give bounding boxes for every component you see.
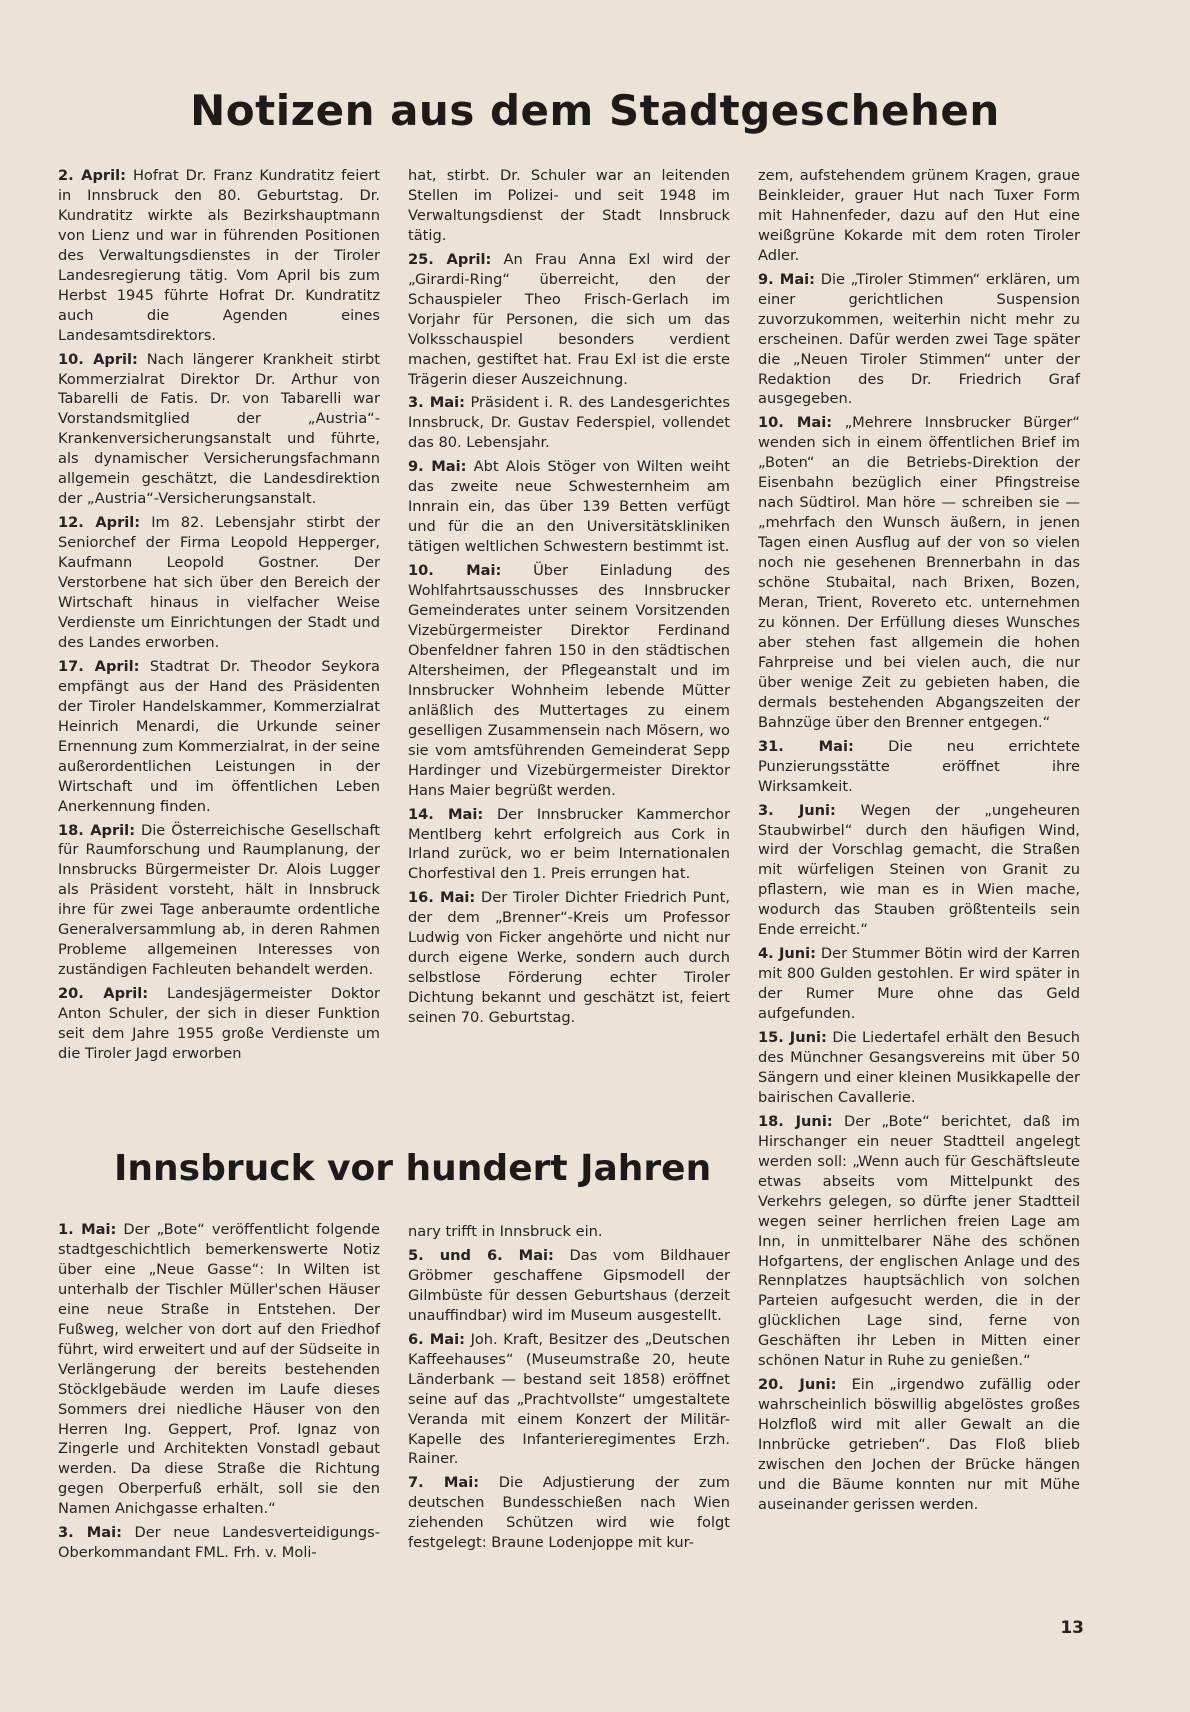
entry-date: 31. Mai:	[758, 737, 854, 755]
entry-date: 14. Mai:	[408, 805, 484, 823]
entry-text: hat, stirbt. Dr. Schuler war an leitenden Stellen im Polizei- und seit 1948 im Verwaltungsdienst der Stadt Innsbruck tätig.	[408, 167, 730, 244]
entry-text: Die Österreichische Gesellschaft für Raumforschung und Raumplanung, der Innsbrucks Bürgermeister Dr. Alois Lugger als Präsident vorsteht, hält in Innsbruck ihre für zwei Tage anberaumte ordentliche Generalversammlung ab, in deren Rahmen Probleme allgemeinen Interesses von zuständigen Fachleuten behandelt werden.	[58, 821, 380, 979]
entry-text: Die „Tiroler Stimmen“ erklären, um einer gerichtlichen Suspension zuvorzukommen, weiterhin nicht mehr zu erscheinen. Dafür werden zwei Tage später die „Neuen Tiroler Stimmen“ unter der Redaktion des Dr. Friedrich Graf ausgegeben.	[758, 270, 1080, 408]
entry-text: Der „Bote“ veröffentlicht folgende stadtgeschichtlich bemerkenswerte Notiz über eine „Neue Gasse“: In Wilten ist unterhalb der Tischler Müller'schen Häuser eine neue Straße in Entstehen. Der Fußweg, welcher von dort auf den Friedhof führt, wird erweitert und auf der Südseite in Verlängerung der bereits bestehenden Stöcklgebäude werden im Laufe dieses Sommers drei niedliche Häuser von den Herren Ing. Geppert, Prof. Ignaz von Zingerle und Architekten Vonstadl gebaut werden. Da diese Straße die Richtung gegen Oberperfuß erhält, soll sie den Namen Anichgasse erhalten.“	[58, 1221, 380, 1518]
entry-date: 17. April:	[58, 657, 140, 675]
entry-date: 10. Mai:	[408, 562, 502, 580]
entry-paragraph	[58, 1220, 380, 1519]
entry-text: Der „Bote“ berichtet, daß im Hirschanger ein neuer Stadtteil angelegt werden soll: „Wenn auch für Geschäftsleute etwas abseits vom Mittelpunkt des Verkehrs gelegen, so dürfte jener Stadtteil wegen seiner herrlichen freien Lage am Inn, in unmittelbarer Nähe des schönen Hofgartens, der englischen Anlage und des Rennplatzes hauptsächlich von solchen Parteien aufgesucht werden, die in der glücklichen Lage sind, ferne von Geschäften ihr Leben in Mitten einer schönen Natur in Ruhe zu genießen.“	[758, 1112, 1080, 1370]
entry-paragraph	[758, 166, 1080, 266]
entry-text: An Frau Anna Exl wird der „Girardi-Ring“ überreicht, den der Schauspieler Theo Frisch-Gerlach im Vorjahr für Personen, die sich um das Volksschauspiel besonders verdient machen, gestiftet hat. Frau Exl ist die erste Trägerin dieser Auszeichnung.	[408, 250, 731, 388]
entry-text: Der Innsbrucker Kammerchor Mentlberg kehrt erfolgreich aus Cork in Irland zurück, wo er beim Internationalen Chorfestival den 1. Preis errungen hat.	[408, 805, 730, 883]
entry-text: „Mehrere Innsbrucker Bürger“ wenden sich in einem öffentlichen Brief im „Boten“ an die Betriebs-Direktion der Eisenbahn bezüglich einer Pfingstreise nach Südtirol. Man höre — schreiben sie — „mehrfach den Wunsch äußern, in jenen Tagen einen Ausflug auf der von so vielen noch nie gesehenen Brennerbahn in das schöne Stubaital, nach Brixen, Bozen, Meran, Trient, Rovereto etc. unternehmen zu können. Der Erfüllung dieses Wunsches aber stehen fast allgemein die hohen Fahrpreise und bei vielen auch, die nur über wenige Zeit zu gebieten haben, die dermals bestehenden Abgangszeiten der Bahnzüge über den Brenner entgegen.“	[758, 414, 1080, 731]
entry-paragraph	[758, 801, 1080, 941]
entry-paragraph	[58, 1523, 380, 1563]
hundert-column-2	[408, 1222, 730, 1557]
entry-text: Die Liedertafel erhält den Besuch des Münchner Gesangsvereins mit über 50 Sängern und einer kleinen Musikkapelle der bairischen Cavallerie.	[758, 1029, 1081, 1106]
entry-date: 10. Mai:	[758, 414, 833, 432]
entry-text: Ein „irgendwo zufällig oder wahrscheinlich böswillig abgelöstes großes Holzfloß wird mit aller Gewalt an die Innbrücke getrieben“. Das Floß blieb zwischen den Jochen der Brücke hängen und die Bäume konnten nur mit Mühe auseinander gerissen werden.	[758, 1376, 1081, 1513]
entry-text: Das vom Bildhauer Gröbmer geschaffene Gipsmodell der Gilmbüste für dessen Geburtshaus (derzeit unauffindbar) wird im Museum ausgestellt.	[408, 1246, 730, 1324]
entry-paragraph	[408, 250, 730, 390]
entry-paragraph	[58, 657, 380, 817]
entry-text: nary trifft in Innsbruck ein.	[408, 1223, 603, 1240]
entry-paragraph	[58, 166, 380, 346]
entry-date: 10. April:	[58, 350, 138, 368]
entry-date: 3. Juni:	[758, 801, 836, 819]
entry-text: Der Stummer Bötin wird der Karren mit 800 Gulden gestohlen. Er wird später in der Rumer Mure ohne das Geld aufgefunden.	[758, 945, 1081, 1023]
entry-paragraph	[758, 1028, 1080, 1108]
page-title: Notizen aus dem Stadtgeschehen	[190, 86, 1000, 135]
entry-paragraph	[58, 513, 380, 653]
entry-paragraph	[58, 350, 380, 510]
entry-date: 16. Mai:	[408, 889, 476, 907]
entry-paragraph	[758, 413, 1080, 732]
entry-text: Stadtrat Dr. Theodor Seykora empfängt aus der Hand des Präsidenten der Tiroler Handelskammer, Kommerzialrat Heinrich Menardi, die Urkunde seiner Ernennung zum Kommerzialrat, in der seine außerordentlichen Leistungen in der Wirtschaft und im öffentlichen Leben Anerkennung finden.	[58, 657, 380, 815]
entry-date: 20. Juni:	[758, 1376, 837, 1394]
entry-date: 5. und 6. Mai:	[408, 1246, 554, 1264]
entry-paragraph	[758, 944, 1080, 1024]
entry-date: 7. Mai:	[408, 1474, 480, 1492]
notizen-column-2	[408, 166, 730, 1032]
entry-date: 6. Mai:	[408, 1330, 465, 1348]
entry-paragraph	[408, 561, 730, 800]
entry-text: Der neue Landesverteidigungs-Oberkommandant FML. Frh. v. Moli-	[58, 1524, 380, 1562]
entry-paragraph	[408, 393, 730, 453]
page-number: 13	[1060, 1618, 1084, 1638]
hundert-column-1	[58, 1220, 380, 1567]
entry-paragraph	[408, 166, 730, 246]
entry-paragraph	[758, 1375, 1080, 1515]
entry-date: 2. April:	[58, 167, 126, 184]
entry-date: 9. Mai:	[758, 270, 816, 288]
entry-text: Präsident i. R. des Landesgerichtes Innsbruck, Dr. Gustav Federspiel, vollendet das 80. Lebensjahr.	[408, 394, 730, 452]
entry-date: 20. April:	[58, 985, 149, 1003]
entry-text: Wegen der „ungeheuren Staubwirbel“ durch den häufigen Wind, wird der Vorschlag gemacht, die Straßen mit würfeligen Steinen von Granit zu pflastern, wie man es in Wien mache, wodurch das Stauben größtenteils sein Ende erreicht.“	[758, 801, 1081, 939]
entry-text: Abt Alois Stöger von Wilten weiht das zweite neue Schwesternheim am Innrain ein, das über 139 Betten verfügt und für die an den Universitätskliniken tätigen weltlichen Schwestern bestimmt ist.	[408, 458, 730, 556]
entry-text: zem, aufstehendem grünem Kragen, graue Beinkleider, grauer Hut nach Tuxer Form mit Hahnenfeder, dazu auf den Hut eine weißgrüne Kokarde mit dem roten Tiroler Adler.	[758, 167, 1080, 264]
entry-text: Hofrat Dr. Franz Kundratitz feiert in Innsbruck den 80. Geburtstag. Dr. Kundratitz wirkte als Bezirkshauptmann von Lienz und war in führenden Positionen des Verwaltungsdienstes in der Tiroler Landesregierung tätig. Vom April bis zum Herbst 1945 führte Hofrat Dr. Kundratitz auch die Agenden eines Landesamtsdirektors.	[58, 167, 381, 344]
notizen-column-1	[58, 166, 380, 1068]
entry-date: 18. April:	[58, 821, 136, 839]
entry-paragraph	[408, 1330, 730, 1470]
entry-paragraph	[58, 821, 380, 981]
entry-paragraph	[408, 805, 730, 885]
entry-date: 3. Mai:	[58, 1524, 122, 1542]
entry-text: Die Adjustierung der zum deutschen Bundesschießen nach Wien ziehenden Schützen wird wie folgt festgelegt: Braune Lodenjoppe mit kur-	[408, 1474, 730, 1552]
entry-date: 1. Mai:	[58, 1221, 117, 1238]
entry-paragraph	[408, 1246, 730, 1326]
entry-paragraph	[408, 1222, 730, 1242]
entry-date: 15. Juni:	[758, 1029, 827, 1047]
entry-text: Joh. Kraft, Besitzer des „Deutschen Kaffeehauses“ (Museumstraße 20, heute Länderbank — bestand seit 1858) eröffnet seine auf das „Prachtvollste“ umgestaltete Veranda mit einem Konzert der Militär-Kapelle des Infanterieregimentes Erzh. Rainer.	[408, 1330, 731, 1468]
section-title: Innsbruck vor hundert Jahren	[114, 1148, 712, 1189]
entry-text: Nach längerer Krankheit stirbt Kommerzialrat Direktor Dr. Arthur von Tabarelli de Fatis. Dr. von Tabarelli war Vorstandsmitglied der „Austria“-Krankenversicherungsanstalt und führte, als dynamischer Versicherungsfachmann allgemein geschätzt, die Landesdirektion der „Austria“-Versicherungsanstalt.	[58, 350, 380, 508]
entry-date: 12. April:	[58, 514, 141, 532]
entry-date: 4. Juni:	[758, 945, 817, 963]
entry-text: Über Einladung des Wohlfahrtsausschusses des Innsbrucker Gemeinderates unter seinem Vorsitzenden Vizebürgermeister Direktor Ferdinand Obenfeldner fahren 150 in den städtischen Altersheimen, der Pflegeanstalt und im Innsbrucker Wohnheim lebende Mütter anläßlich des Muttertages zu einem geselligen Zusammensein nach Mösern, wo sie vom amtsführenden Gemeinderat Sepp Hardinger und Vizebürgermeister Direktor Hans Maier begrüßt werden.	[408, 562, 730, 799]
notizen-column-3	[758, 166, 1080, 1519]
entry-date: 3. Mai:	[408, 394, 465, 412]
entry-text: Landesjägermeister Doktor Anton Schuler, der sich in dieser Funktion seit dem Jahre 1955 große Verdienste um die Tiroler Jagd erworben	[58, 985, 380, 1062]
entry-text: Im 82. Lebensjahr stirbt der Seniorchef der Firma Leopold Hepperger, Kaufmann Leopold Gostner. Der Verstorbene hat sich über den Bereich der Wirtschaft hinaus in vielfacher Weise Verdienste um Einrichtungen der Stadt und des Landes erworben.	[58, 514, 381, 651]
entry-paragraph	[58, 984, 380, 1064]
entry-paragraph	[758, 270, 1080, 410]
entry-date: 18. Juni:	[758, 1112, 833, 1130]
entry-date: 9. Mai:	[408, 458, 467, 476]
entry-paragraph	[408, 457, 730, 557]
entry-paragraph	[758, 737, 1080, 797]
entry-text: Die neu errichtete Punzierungsstätte eröffnet ihre Wirksamkeit.	[758, 737, 1080, 795]
entry-paragraph	[408, 888, 730, 1028]
entry-text: Der Tiroler Dichter Friedrich Punt, der dem „Brenner“-Kreis um Professor Ludwig von Ficker angehörte und nicht nur durch eigene Werke, sondern auch durch selbstlose Förderung echter Tiroler Dichtung bekannt und geschätzt ist, feiert seinen 70. Geburtstag.	[408, 889, 730, 1027]
entry-paragraph	[408, 1473, 730, 1553]
entry-paragraph	[758, 1112, 1080, 1371]
entry-date: 25. April:	[408, 250, 492, 268]
